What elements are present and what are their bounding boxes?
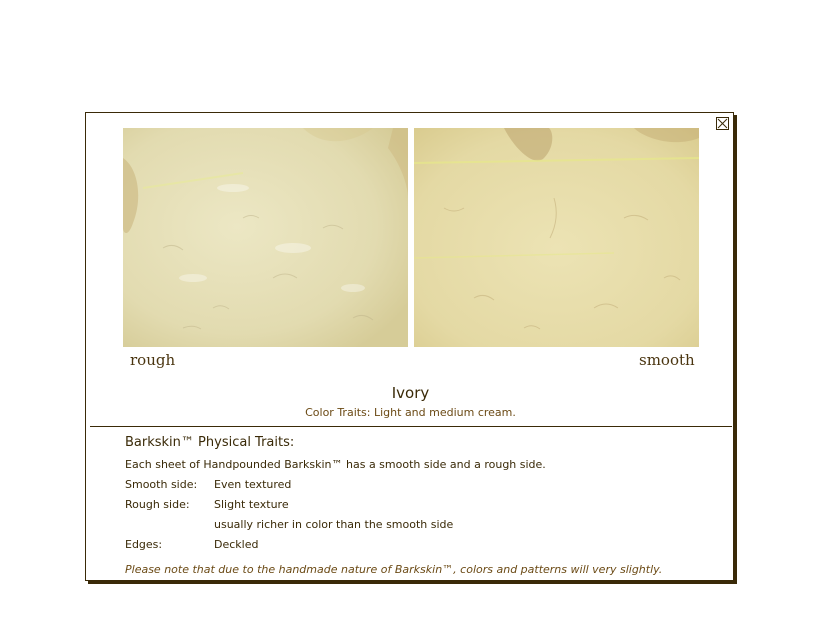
trait-value-smooth-side: Even textured — [214, 478, 292, 491]
trait-label-smooth-side: Smooth side: — [125, 478, 198, 491]
paper-name-title: Ivory — [391, 384, 430, 402]
close-button[interactable] — [716, 117, 729, 130]
rough-side-swatch-image — [123, 128, 408, 347]
swatch-detail-popup — [85, 112, 734, 581]
trait-label-rough-side: Rough side: — [125, 498, 190, 511]
rough-label: rough — [130, 351, 176, 369]
trait-value-rough-side-extra: usually richer in color than the smooth side — [214, 518, 454, 531]
color-traits-text: Color Traits: Light and medium cream. — [305, 406, 516, 419]
physical-traits-heading: Barkskin™ Physical Traits: — [125, 435, 295, 450]
close-box-icon — [717, 118, 728, 129]
smooth-label: smooth — [639, 351, 695, 369]
physical-traits-intro: Each sheet of Handpounded Barkskin™ has a smooth side and a rough side. — [125, 458, 546, 471]
handmade-note: Please note that due to the handmade nature of Barkskin™, colors and patterns will very slightly. — [125, 563, 663, 576]
trait-value-edges: Deckled — [214, 538, 259, 551]
trait-label-edges: Edges: — [125, 538, 163, 551]
section-divider — [90, 426, 732, 427]
trait-value-rough-side: Slight texture — [214, 498, 289, 511]
smooth-side-swatch-image — [414, 128, 699, 347]
